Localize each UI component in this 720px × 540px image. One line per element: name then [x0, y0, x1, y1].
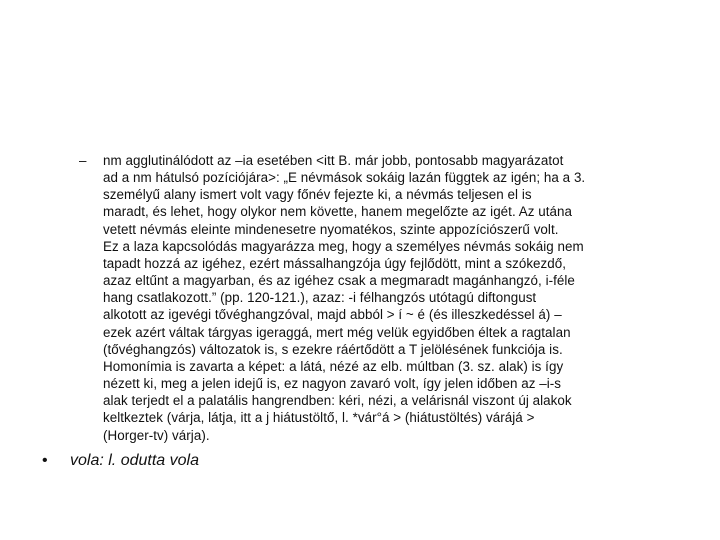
dash-marker: –: [79, 153, 87, 168]
text-line: azaz eltűnt a magyarban, és az igéhez csak a megmaradt magánhangzó, i-féle: [103, 273, 575, 289]
text-line: személyű alany ismert volt vagy főnév fejezte ki, a névmás teljesen el is: [103, 187, 532, 203]
text-line: (Horger-tv) várja).: [103, 427, 210, 443]
text-line: hang csatlakozott.” (pp. 120-121.), azaz: -i félhangzós utótagú diftongust: [103, 290, 537, 306]
text-line: keltkeztek (várja, látja, itt a j hiátustöltő, l. *vár°á > (hiátustöltés) várájá >: [103, 410, 535, 426]
text-line: (tővéghangzós) változatok is, s ezekre ráértődött a T jelölésének funkciója is.: [103, 341, 563, 357]
text-line: nézett ki, meg a jelen idejű is, ez nagyon zavaró volt, így jelen időben az –i-s: [103, 376, 562, 392]
text-line: nm agglutinálódott az –ia esetében <itt B. már jobb, pontosabb magyarázatot: [103, 153, 564, 168]
text-line: alak terjedt el a palatális hangrendben: kéri, nézi, a velárisnál viszont új alakok: [103, 393, 572, 409]
text-line: Homonímia is zavarta a képet: a látá, nézé az elb. múltban (3. sz. alak) is így: [103, 358, 564, 374]
text-line: alkotott az igevégi tővéghangzóval, majd abból > í ~ é (és illeszkedéssel á) –: [103, 307, 562, 323]
main-bullet-text: vola: l. odutta vola: [70, 452, 199, 469]
bullet-marker: •: [42, 452, 48, 469]
text-line: vetett névmás eleinte mindenesetre nyomatékos, szinte appozíciószerű volt.: [103, 221, 559, 237]
text-line: ad a nm hátulsó pozíciójára>: „E névmások sokáig lazán függtek az igén; ha a 3.: [103, 170, 586, 186]
paragraph-text: [103, 152, 679, 444]
main-bullet-item: [42, 451, 199, 471]
sub-bullet-paragraph: [79, 152, 679, 444]
text-line: tapadt hozzá az igéhez, ezért mássalhangzója úgy fejlődött, mint a szókezdő,: [103, 255, 567, 271]
text-line: maradt, és lehet, hogy olykor nem követte, hanem megelőzte az igét. Az utána: [103, 204, 573, 220]
text-line: ezek azért váltak tárgyas igeraggá, mert még velük egyidőben éltek a ragtalan: [103, 324, 571, 340]
text-line: Ez a laza kapcsolódás magyarázza meg, hogy a személyes névmás sokáig nem: [103, 238, 584, 254]
